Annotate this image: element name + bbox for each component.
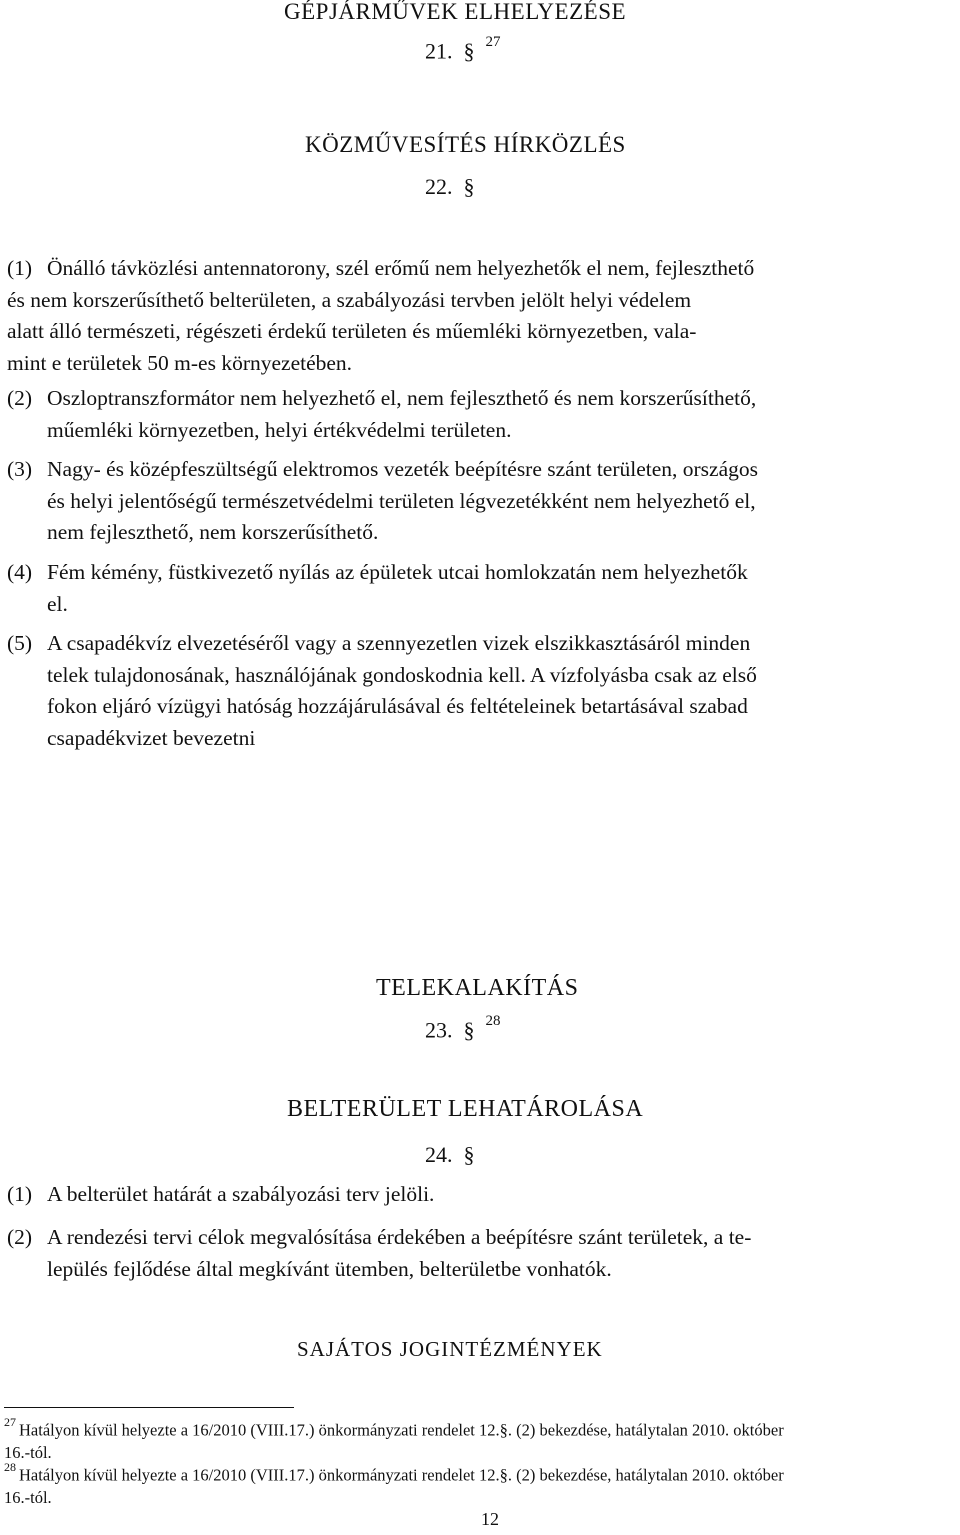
paragraph-number: (1): [7, 256, 33, 280]
text-line: Nagy- és középfeszültségű elektromos vezeték beépítésre szánt területen, országos: [47, 457, 759, 481]
footnote-line: [4, 1414, 784, 1442]
section-symbol: §: [463, 174, 475, 199]
section-21: [425, 34, 501, 64]
paragraph-text: [47, 557, 748, 620]
footnote-text: Hatályon kívül helyezte a 16/2010 (VIII.17.) önkormányzati rendelet 12.§. (2) bekezdése, hatálytalan 2010. október: [19, 1420, 784, 1440]
section-number: 24.: [425, 1142, 453, 1167]
text-line: alatt álló természeti, régészeti érdekű területen és műemléki környezetben, vala-: [7, 319, 697, 343]
footnote-mark: 27: [4, 1415, 16, 1429]
heading-gepjarmuvek: GÉPJÁRMŰVEK ELHELYEZÉSE: [284, 0, 627, 24]
heading-sajatos: SAJÁTOS JOGINTÉZMÉNYEK: [297, 1337, 603, 1361]
paragraph-number: (3): [7, 457, 33, 481]
paragraph-22-3: [7, 454, 758, 549]
section-22: [425, 174, 475, 200]
text-line: Oszloptranszformátor nem helyezhető el, nem fejleszthető és nem korszerűsíthető,: [47, 386, 757, 410]
paragraph-text: [47, 1222, 751, 1285]
paragraph-text: [7, 253, 755, 379]
paragraph-number: (1): [7, 1182, 33, 1206]
footnote-separator: [4, 1407, 294, 1408]
footnote-line: [4, 1459, 784, 1487]
text-line: lepülés fejlődése által megkívánt ütemben, belterületbe vonhatók.: [47, 1256, 612, 1281]
footnote-ref-28[interactable]: 28: [485, 1013, 501, 1029]
paragraph-22-2: [7, 383, 756, 446]
section-number: 23.: [425, 1017, 453, 1043]
paragraph-text: [47, 1179, 434, 1211]
text-line: A belterület határát a szabályozási terv jelöli.: [47, 1182, 435, 1206]
paragraph-number: (2): [7, 386, 33, 410]
section-number: 22.: [425, 174, 453, 199]
section-symbol: §: [463, 1142, 475, 1167]
text-line: telek tulajdonosának, használójának gondoskodnia kell. A vízfolyásba csak az első: [47, 662, 757, 687]
heading-telekalakitas: TELEKALAKÍTÁS: [376, 975, 579, 1001]
text-line: fokon eljáró vízügyi hatóság hozzájárulásával és feltételeinek betartásával szabad: [47, 694, 748, 718]
footnote-mark: 28: [4, 1460, 16, 1474]
footnote-text: Hatályon kívül helyezte a 16/2010 (VIII.17.) önkormányzati rendelet 12.§. (2) bekezdése, hatálytalan 2010. október: [19, 1465, 784, 1485]
text-line: csapadékvizet bevezetni: [47, 725, 256, 750]
footnote-ref-27[interactable]: 27: [485, 34, 501, 50]
section-number: 21.: [425, 38, 453, 64]
text-line: Fém kémény, füstkivezető nyílás az épületek utcai homlokzatán nem helyezhetők: [47, 560, 748, 584]
paragraph-text: [47, 628, 757, 754]
paragraph-22-1: [7, 253, 754, 379]
paragraph-24-1: [7, 1179, 434, 1211]
paragraph-22-5: [7, 628, 757, 754]
text-line: el.: [47, 591, 68, 616]
footnote-28: [4, 1459, 784, 1509]
section-23: [425, 1013, 501, 1043]
paragraph-number: (4): [7, 560, 33, 584]
section-symbol: §: [463, 38, 475, 64]
paragraph-text: [47, 454, 758, 549]
paragraph-24-2: [7, 1222, 751, 1285]
text-line: A csapadékvíz elvezetéséről vagy a szennyezetlen vizek elszikkasztásáról minden: [47, 631, 751, 655]
footnote-line: 16.-tól.: [4, 1487, 52, 1507]
heading-belterulet: BELTERÜLET LEHATÁROLÁSA: [287, 1096, 644, 1122]
text-line: mint e területek 50 m-es környezetében.: [7, 350, 353, 375]
footnote-line: 16.-tól.: [4, 1442, 52, 1462]
paragraph-number: (5): [7, 631, 33, 655]
section-symbol: §: [463, 1017, 475, 1043]
text-line: és helyi jelentőségű természetvédelmi területen légvezetékként nem helyezhető el,: [47, 488, 756, 513]
text-line: műemléki környezetben, helyi értékvédelmi területen.: [47, 417, 512, 442]
page-number: 12: [481, 1509, 499, 1529]
text-line: Önálló távközlési antennatorony, szél erőmű nem helyezhetők el nem, fejleszthető: [47, 256, 755, 280]
footnote-27: [4, 1414, 784, 1464]
paragraph-text: [47, 383, 756, 446]
text-line: és nem korszerűsíthető belterületen, a szabályozási tervben jelölt helyi védelem: [7, 287, 692, 312]
text-line: A rendezési tervi célok megvalósítása érdekében a beépítésre szánt területek, a te-: [47, 1225, 752, 1249]
heading-kozmuvesites: KÖZMŰVESÍTÉS HÍRKÖZLÉS: [305, 132, 626, 157]
paragraph-22-4: [7, 557, 748, 620]
paragraph-number: (2): [7, 1225, 33, 1249]
section-24: [425, 1142, 475, 1168]
text-line: nem fejleszthető, nem korszerűsíthető.: [47, 520, 379, 544]
